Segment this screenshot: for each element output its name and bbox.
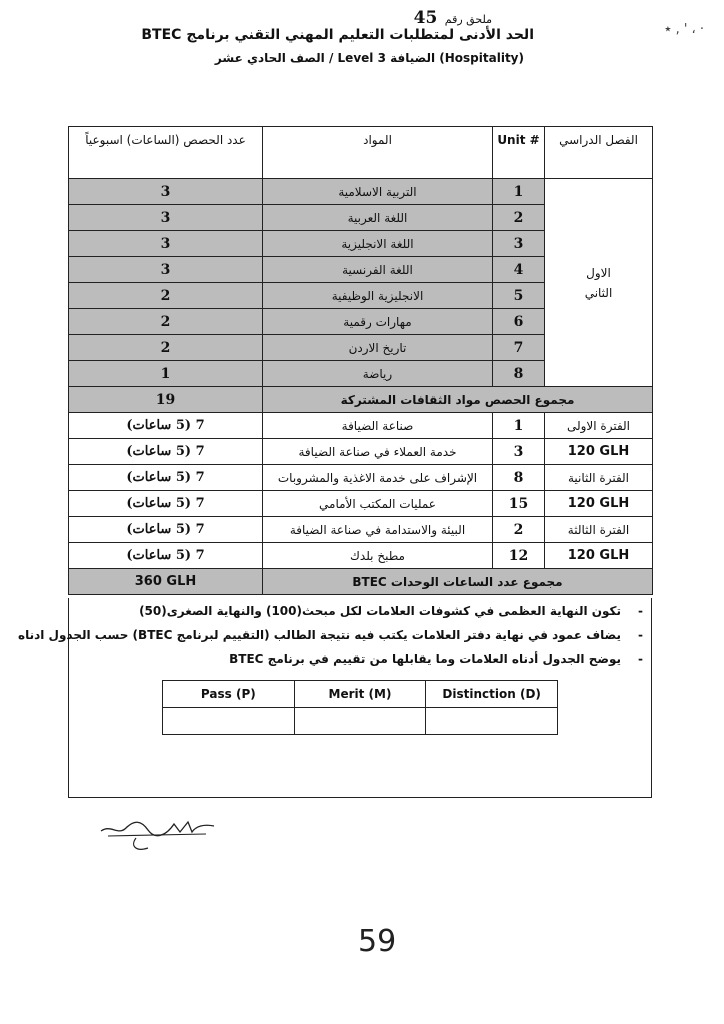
header-unit bbox=[493, 127, 545, 179]
subject-cell: اللغة الفرنسية bbox=[263, 257, 493, 283]
unit-cell: 15 bbox=[493, 491, 545, 517]
subject-cell: الانجليزية الوظيفية bbox=[263, 283, 493, 309]
unit-cell: 2 bbox=[493, 205, 545, 231]
subject-cell: التربية الاسلامية bbox=[263, 179, 493, 205]
period-glh: 120 GLH bbox=[545, 543, 653, 569]
curriculum-table bbox=[68, 126, 653, 595]
hours-cell: 3 bbox=[69, 231, 263, 257]
note-item: - تكون النهاية العظمى في كشوفات العلامات لكل مبحث(100) والنهاية الصغرى(50) bbox=[79, 604, 621, 622]
unit-cell: 3 bbox=[493, 439, 545, 465]
annex-label bbox=[414, 8, 492, 28]
subject-cell: مطبخ بلدك bbox=[263, 543, 493, 569]
page-number: 59 bbox=[358, 924, 397, 959]
annex-text: ملحق رقم bbox=[444, 13, 492, 26]
unit-cell: 8 bbox=[493, 361, 545, 387]
hours-cell: 7 (5 ساعات) bbox=[69, 439, 263, 465]
hours-cell: 3 bbox=[69, 205, 263, 231]
unit-cell: 7 bbox=[493, 335, 545, 361]
document-subtitle: (Hospitality) الضيافة Level 3 / الصف الحادي عشر bbox=[214, 51, 524, 65]
period-glh: 120 GLH bbox=[545, 491, 653, 517]
semester-cell: الاول الثاني bbox=[545, 179, 653, 387]
note-item: - يوضح الجدول أدناه العلامات وما يقابلها من تقييم في برنامج BTEC bbox=[79, 652, 621, 670]
grading-empty-row bbox=[163, 708, 558, 735]
signature bbox=[96, 806, 226, 856]
unit-cell: 8 bbox=[493, 465, 545, 491]
subject-cell: تاريخ الاردن bbox=[263, 335, 493, 361]
hours-cell: 7 (5 ساعات) bbox=[69, 465, 263, 491]
subject-cell: البيئة والاستدامة في صناعة الضيافة bbox=[263, 517, 493, 543]
grading-header-row bbox=[163, 681, 558, 708]
grade-merit: Merit (M) bbox=[294, 681, 426, 708]
note-item: - يضاف عمود في نهاية دفتر العلامات يكتب فيه نتيجة الطالب (التقييم لبرنامج BTEC) حسب الجدول ادناه bbox=[79, 628, 621, 646]
subject-cell: اللغة الانجليزية bbox=[263, 231, 493, 257]
hours-cell: 7 (5 ساعات) bbox=[69, 517, 263, 543]
subject-cell: صناعة الضيافة bbox=[263, 413, 493, 439]
header-semester: الفصل الدراسي bbox=[545, 127, 653, 179]
annex-number: 45 bbox=[413, 8, 438, 28]
subject-cell: عمليات المكتب الأمامي bbox=[263, 491, 493, 517]
header-periods: عدد الحصص (الساعات) اسبوعياً bbox=[69, 127, 263, 179]
btec-total-label: مجموع عدد الساعات الوحدات BTEC bbox=[263, 569, 653, 595]
unit-cell: 1 bbox=[493, 179, 545, 205]
subject-cell: الإشراف على خدمة الاغذية والمشروبات bbox=[263, 465, 493, 491]
grade-pass: Pass (P) bbox=[163, 681, 295, 708]
period-glh: 120 GLH bbox=[545, 439, 653, 465]
grade-pass-value bbox=[163, 708, 295, 735]
document-title: الحد الأدنى لمتطلبات التعليم المهني التقني برنامج BTEC bbox=[141, 27, 534, 43]
hours-cell: 2 bbox=[69, 309, 263, 335]
unit-cell: 2 bbox=[493, 517, 545, 543]
subject-cell: مهارات رقمية bbox=[263, 309, 493, 335]
subject-cell: رياضة bbox=[263, 361, 493, 387]
hours-cell: 1 bbox=[69, 361, 263, 387]
culture-total-label: مجموع الحصص مواد الثقافات المشتركة bbox=[263, 387, 653, 413]
hours-cell: 3 bbox=[69, 257, 263, 283]
grade-merit-value bbox=[294, 708, 426, 735]
subject-cell: خدمة العملاء في صناعة الضيافة bbox=[263, 439, 493, 465]
hours-cell: 7 (5 ساعات) bbox=[69, 413, 263, 439]
period-name: الفترة الثانية bbox=[545, 465, 653, 491]
table-row bbox=[69, 517, 653, 543]
table-row bbox=[69, 543, 653, 569]
table-row bbox=[69, 491, 653, 517]
header-unit-label: Unit # bbox=[497, 133, 540, 147]
period-name: الفترة الاولى bbox=[545, 413, 653, 439]
unit-cell: 12 bbox=[493, 543, 545, 569]
unit-cell: 1 bbox=[493, 413, 545, 439]
unit-cell: 5 bbox=[493, 283, 545, 309]
culture-total-value: 19 bbox=[69, 387, 263, 413]
culture-total-row bbox=[69, 387, 653, 413]
hours-cell: 7 (5 ساعات) bbox=[69, 491, 263, 517]
header-subjects: المواد bbox=[263, 127, 493, 179]
table-row bbox=[69, 465, 653, 491]
notes-list bbox=[18, 604, 651, 670]
grade-distinction-value bbox=[426, 708, 558, 735]
table-row bbox=[69, 179, 653, 205]
hours-cell: 3 bbox=[69, 179, 263, 205]
table-header-row bbox=[69, 127, 653, 179]
btec-total-value: 360 GLH bbox=[69, 569, 263, 595]
grade-distinction: Distinction (D) bbox=[426, 681, 558, 708]
btec-total-row bbox=[69, 569, 653, 595]
unit-cell: 4 bbox=[493, 257, 545, 283]
hours-cell: 7 (5 ساعات) bbox=[69, 543, 263, 569]
period-name: الفترة الثالثة bbox=[545, 517, 653, 543]
scan-marks: ٭ ‚ ' ، · bbox=[664, 22, 704, 37]
unit-cell: 6 bbox=[493, 309, 545, 335]
table-row bbox=[69, 413, 653, 439]
hours-cell: 2 bbox=[69, 335, 263, 361]
hours-cell: 2 bbox=[69, 283, 263, 309]
subject-cell: اللغة العربية bbox=[263, 205, 493, 231]
unit-cell: 3 bbox=[493, 231, 545, 257]
grading-table bbox=[162, 680, 558, 735]
table-row bbox=[69, 439, 653, 465]
